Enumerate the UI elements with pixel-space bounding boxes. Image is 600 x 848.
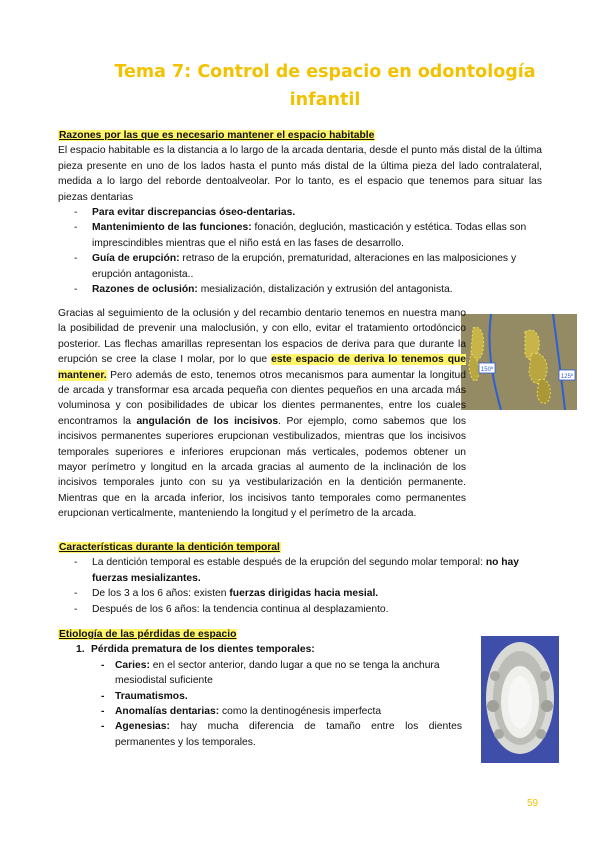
section-heading-etiology: Etiología de las pérdidas de espacio — [59, 629, 237, 640]
list-item: - Anomalías dentarias: como la dentinogénesis imperfecta — [115, 704, 462, 719]
characteristics-list — [58, 555, 542, 617]
etiology-sublist — [91, 658, 462, 750]
list-item: - Guía de erupción: retraso de la erupción, prematuridad, alteraciones en las malposiciones y erupción antagonista.. — [92, 251, 542, 282]
reasons-intro: El espacio habitable es la distancia a lo largo de la arcada dentaria, desde el punto más distal de la última pieza presente en uno de los lados hasta el punto más distal de la última pieza del lado contralateral, medida a lo largo del reborde dentoalveolar. Por lo tanto, es el espacio que tenemos para situar las piezas dentarias — [58, 145, 542, 203]
angle-label-right: 125º — [560, 374, 574, 380]
section-temporal-dentition — [58, 540, 542, 617]
title-line-2: infantil — [289, 90, 361, 110]
list-item: - Después de los 6 años: la tendencia continua al desplazamiento. — [92, 602, 542, 617]
list-item: - Caries: en el sector anterior, dando lugar a que no se tenga la anchura mesiodistal suficiente — [115, 658, 462, 689]
drift-paragraph-block — [58, 306, 542, 522]
section-etiology — [58, 627, 542, 750]
drift-paragraph: Gracias al seguimiento de la oclusión y del recambio dentario tenemos en nuestra mano la posibilidad de prevenir una maloclusión, y con ello, evitar el tratamiento ortodóncico posterior. Las flechas amarillas representan los espacios de deriva para que durante la erupción se cree la clase I molar, por lo que este espacio de deriva lo tenemos que mantener. Pero además de esto, tenemos otros mecanismos para aumentar la longitud de arcada y transformar esa arcada pequeña con dientes pequeños en una arcada más voluminosa y con posibilidades de ubicar los dientes permanentes, entre los cuales encontramos la angulación de los incisivos. Por ejemplo, como sabemos que los incisivos permanentes superiores erupcionan vestibulizados, mientras que los incisivos temporales superiores e inferiores erupcionan más verticales, podemos obtener un mayor perímetro y longitud en la arcada gracias al aumento de la inclinación de los incisivos temporales junto con su ya vestibularización en la dentición permanente. Mientras que en la arcada inferior, los incisivos tanto temporales como permanentes erupcionan verticalmente, manteniendo la longitud y el perímetro de la arcada. — [58, 308, 466, 520]
list-item: - Agenesias: hay mucha diferencia de tamaño entre los dientes permanentes y los temporales. — [115, 719, 462, 750]
section-heading-reasons: Razones por las que es necesario mantener el espacio habitable — [59, 130, 375, 141]
list-item: 1. Pérdida prematura de los dientes temporales: - Caries: en el sector anterior, dando lugar a que no se tenga la anchura mesiodistal suficiente - Traumatismos. - Anomalías dentarias: como la dentinogénesis imperfecta - Agenesias: hay mucha diferencia de tamaño entre los dientes permanentes y los temporales. — [91, 642, 462, 750]
reasons-list — [58, 205, 542, 297]
section-reasons — [58, 128, 542, 297]
page-number: 59 — [527, 798, 539, 809]
page-title — [90, 58, 560, 114]
etiology-list — [58, 642, 462, 750]
dental-arch-figure — [481, 636, 559, 763]
angle-label-left: 150º — [480, 367, 494, 373]
list-item: - Mantenimiento de las funciones: fonación, deglución, masticación y estética. Todas ellas son imprescindibles mientras que el niño está en las fases de desarrollo. — [92, 220, 542, 251]
list-item: - Para evitar discrepancias óseo-dentarias. — [92, 205, 542, 220]
section-heading-characteristics: Características durante la dentición temporal — [59, 542, 280, 553]
list-item: - De los 3 a los 6 años: existen fuerzas dirigidas hacia mesial. — [92, 586, 542, 601]
list-item: - Razones de oclusión: mesialización, distalización y extrusión del antagonista. — [92, 282, 542, 297]
highlighted-phrase: este espacio de deriva lo tenemos que mantener. — [58, 354, 466, 381]
list-item: - La dentición temporal es estable después de la erupción del segundo molar temporal: no hay fuerzas mesializantes. — [92, 555, 542, 586]
arch-model-image — [481, 636, 559, 763]
list-item: - Traumatismos. — [115, 689, 462, 704]
title-line-1: Tema 7: Control de espacio en odontología — [114, 62, 536, 82]
